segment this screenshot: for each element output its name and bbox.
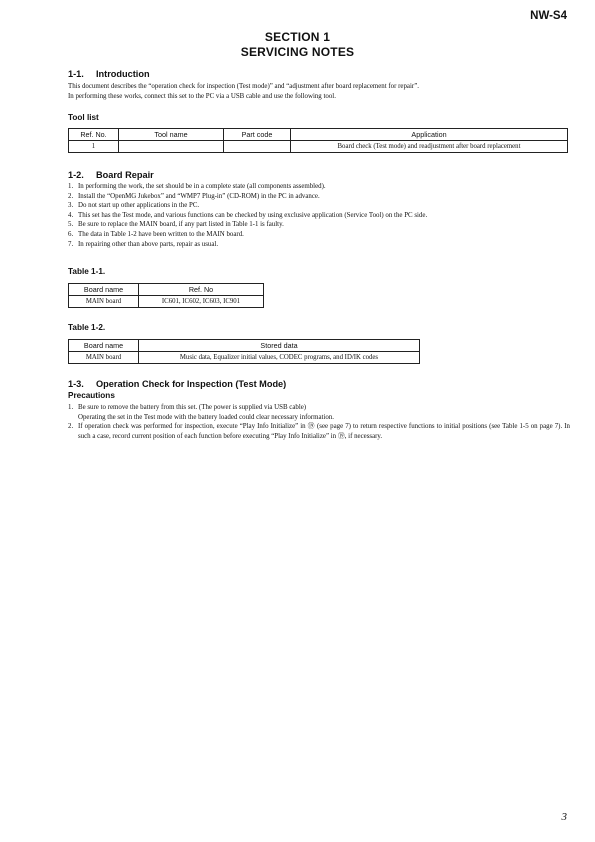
list-item <box>68 192 570 202</box>
column-header: Part code <box>224 129 291 141</box>
column-header: Ref. No. <box>69 129 119 141</box>
table-1-1-label: Table 1-1. <box>68 267 106 276</box>
list-item-text: This set has the Test mode, and various functions can be checked by using exclusive application (Service Tool) on the PC side. <box>78 211 428 219</box>
tool-list-label: Tool list <box>68 113 99 122</box>
table-1-2 <box>68 339 420 364</box>
column-header: Application <box>291 129 568 141</box>
table-cell: Music data, Equalizer initial values, CODEC programs, and ID/IK codes <box>139 352 420 364</box>
list-item-number: 6. <box>68 230 74 238</box>
table-row <box>69 296 264 308</box>
list-item-number: 1. <box>68 404 74 411</box>
column-header: Tool name <box>119 129 224 141</box>
list-item <box>68 240 570 250</box>
list-item-number: 4. <box>68 211 74 219</box>
intro-paragraph <box>68 82 568 102</box>
op-check-heading-number: 1-3. <box>68 379 84 389</box>
column-header: Board name <box>69 340 139 352</box>
list-item-number: 2. <box>68 423 74 431</box>
intro-heading <box>68 69 150 79</box>
table-cell: 1 <box>69 141 119 153</box>
list-item <box>68 422 570 441</box>
board-repair-heading-number: 1-2. <box>68 170 84 180</box>
precautions-label: Precautions <box>68 391 115 400</box>
table-header-row <box>69 340 420 352</box>
list-item-number: 1. <box>68 183 74 190</box>
precautions-list <box>68 403 570 441</box>
list-item <box>68 182 570 192</box>
list-item-number: 7. <box>68 240 74 248</box>
intro-line-1: This document describes the “operation check for inspection (Test mode)” and “adjustment after board replacement for repair”. <box>68 83 419 90</box>
list-item <box>68 403 570 422</box>
page-number: 3 <box>561 811 567 823</box>
intro-line-2: In performing these works, connect this set to the PC via a USB cable and use the following tool. <box>68 93 336 100</box>
list-item <box>68 230 570 240</box>
table-1-1 <box>68 283 264 308</box>
table-cell: MAIN board <box>69 352 139 364</box>
list-item-text: In performing the work, the set should be in a complete state (all components assembled). <box>78 183 326 190</box>
list-item-text: Do not start up other applications in the PC. <box>78 202 200 210</box>
list-item <box>68 220 570 230</box>
table-cell: IC601, IC602, IC603, IC901 <box>139 296 264 308</box>
list-item-line: Operating the set in the Test mode with the battery loaded could clear necessary information. <box>78 413 334 421</box>
model-number: NW-S4 <box>530 10 567 22</box>
table-cell: MAIN board <box>69 296 139 308</box>
list-item-text: In repairing other than above parts, repair as usual. <box>78 240 219 248</box>
list-item-number: 3. <box>68 202 74 210</box>
column-header: Stored data <box>139 340 420 352</box>
tool-list-table <box>68 128 568 153</box>
list-item <box>68 211 570 221</box>
table-cell: Board check (Test mode) and readjustment after board replacement <box>291 141 568 153</box>
op-check-heading-title: Operation Check for Inspection (Test Mode) <box>96 379 287 389</box>
column-header: Board name <box>69 284 139 296</box>
table-cell <box>119 141 224 153</box>
intro-heading-title: Introduction <box>96 69 150 79</box>
table-cell <box>224 141 291 153</box>
board-repair-heading-title: Board Repair <box>96 170 154 180</box>
board-repair-list <box>68 182 570 249</box>
op-check-heading <box>68 379 286 389</box>
table-row <box>69 352 420 364</box>
table-row <box>69 141 568 153</box>
intro-heading-number: 1-1. <box>68 69 84 79</box>
list-item-text: Install the “OpenMG Jukebox” and “WMP7 Plug-in” (CD-ROM) in the PC in advance. <box>78 192 320 200</box>
list-item-text: If operation check was performed for inspection, execute “Play Info Initialize” in ⑲ (see page 7) to return respective functions to initial positions (see Table 1-5 on page 7). In such a case, record current position of each function before executing “Play Info Initialize” in ⑲, if necessary. <box>78 423 570 440</box>
table-1-2-label: Table 1-2. <box>68 323 106 332</box>
list-item-number: 5. <box>68 221 74 229</box>
table-header-row <box>69 284 264 296</box>
section-number: SECTION 1 <box>264 30 331 44</box>
list-item-number: 2. <box>68 192 74 200</box>
list-item-text <box>78 403 570 422</box>
list-item-line: Be sure to remove the battery from this set. (The power is supplied via USB cable) <box>78 404 307 411</box>
list-item <box>68 201 570 211</box>
list-item-text: Be sure to replace the MAIN board, if any part listed in Table 1-1 is faulty. <box>78 221 284 229</box>
section-title: SERVICING NOTES <box>240 45 355 59</box>
list-item-text: The data in Table 1-2 have been written to the MAIN board. <box>78 230 244 238</box>
column-header: Ref. No <box>139 284 264 296</box>
board-repair-heading <box>68 170 154 180</box>
table-header-row <box>69 129 568 141</box>
